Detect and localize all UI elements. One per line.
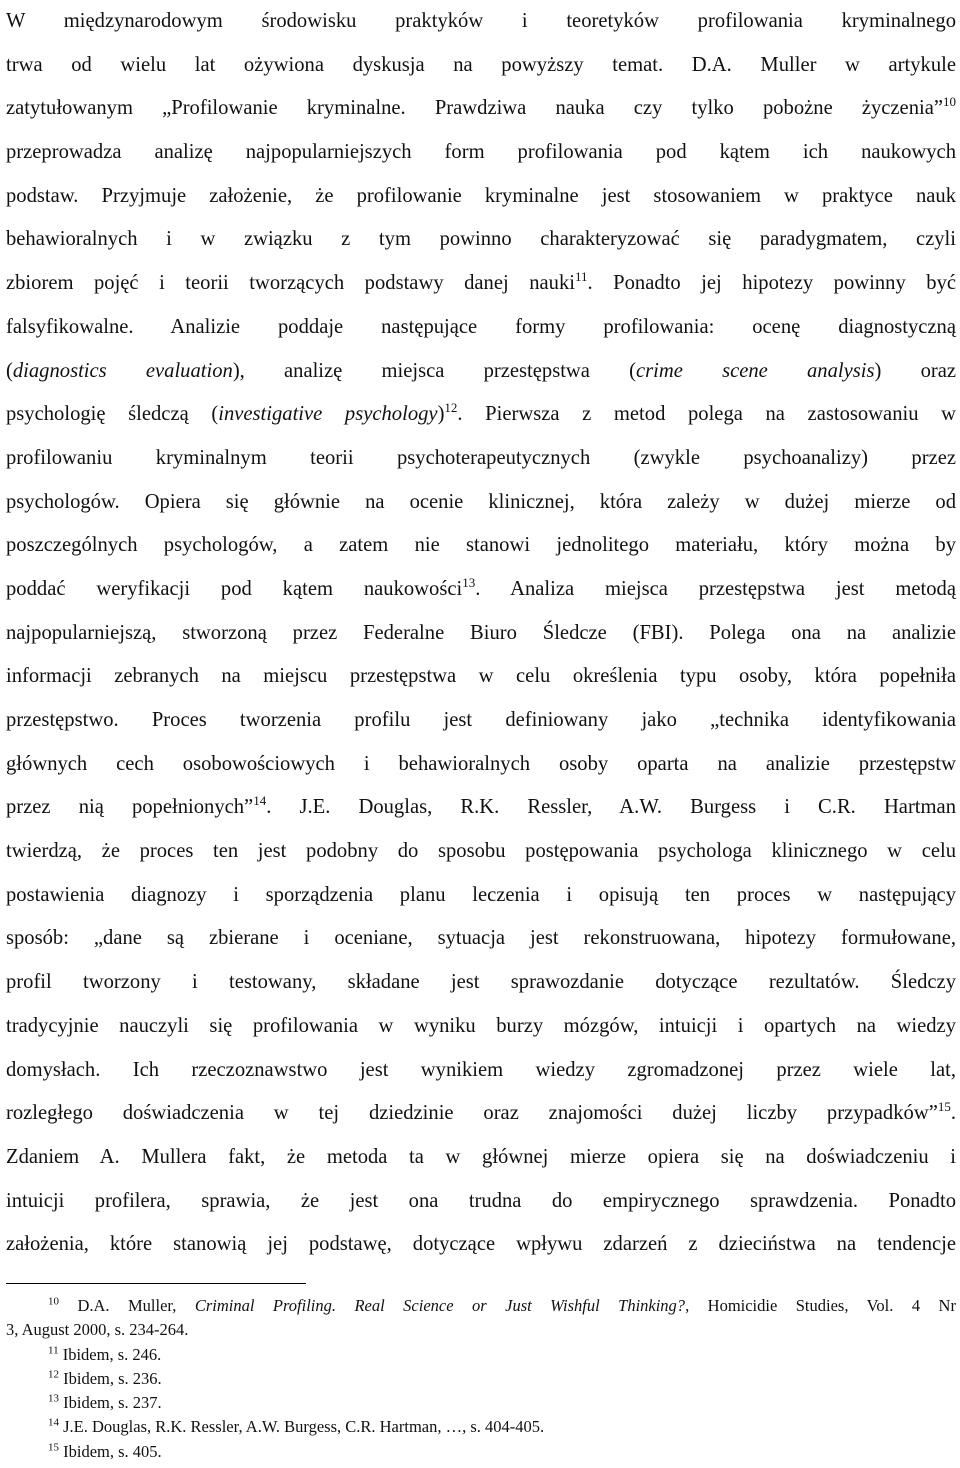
footnote-13 (6, 1391, 956, 1415)
text-line: sposób: „dane są zbierane i oceniane, sytuacja jest rekonstruowana, hipotezy formułowane, (6, 927, 956, 950)
text-line (6, 1092, 956, 1136)
text-fragment: zatytułowanym „Profilowanie kryminalne. Prawdziwa nauka czy tylko pobożne życzenia” (6, 97, 943, 120)
footnote-number: 10 (48, 1295, 59, 1308)
text-line: profilowaniu kryminalnym teorii psychoterapeutycznych (zwykle psychoanalizy) przez (6, 446, 956, 469)
text-line (6, 786, 956, 830)
footnote-12 (6, 1367, 956, 1391)
footnote-10 (6, 1294, 956, 1318)
text-fragment: . Pierwsza z metod polega na zastosowaniu w (457, 403, 956, 426)
footnote-ref[interactable]: 11 (574, 269, 588, 285)
text-line: domysłach. Ich rzeczoznawstwo jest wynikiem wiedzy zgromadzonej przez wiele lat, (6, 1058, 956, 1081)
text-line: przeprowadza analizę najpopularniejszych form profilowania pod kątem ich naukowych (6, 141, 956, 164)
footnote-number: 14 (48, 1416, 59, 1429)
text-line: tradycyjnie nauczyli się profilowania w wyniku burzy mózgów, intuicji i opartych na wiedzy (6, 1014, 956, 1037)
text-line: głównych cech osobowościowych i behawioralnych osoby oparta na analizie przestępstw (6, 752, 956, 775)
footnote-10-continuation: 3, August 2000, s. 234-264. (6, 1320, 189, 1340)
footnote-text: Ibidem, s. 237. (59, 1393, 162, 1413)
text-fragment: . J.E. Douglas, R.K. Ressler, A.W. Burgess i C.R. Hartman (266, 796, 956, 819)
footnote-text: , Homicidie Studies, Vol. 4 Nr (685, 1296, 956, 1315)
italic-term: investigative psychology (218, 403, 438, 426)
text-fragment: poddać weryfikacji pod kątem naukowości (6, 577, 463, 600)
footnote-text: Ibidem, s. 405. (59, 1441, 162, 1461)
body-paragraph (6, 0, 956, 1267)
text-line (6, 262, 956, 306)
footnote-14 (6, 1415, 956, 1439)
text-fragment: ), analizę miejsca przestępstwa ( (232, 359, 636, 382)
text-line (6, 393, 956, 437)
text-fragment: przez nią popełnionych” (6, 796, 254, 819)
footnotes-section (6, 1294, 956, 1464)
text-line: intuicji profilera, sprawia, że jest ona trudna do empirycznego sprawdzenia. Ponadto (6, 1189, 956, 1212)
text-line: profil tworzony i testowany, składane jest sprawozdanie dotyczące rezultatów. Śledczy (6, 971, 956, 994)
text-line: trwa od wielu lat ożywiona dyskusja na powyższy temat. D.A. Muller w artykule (6, 53, 956, 76)
text-fragment: ) oraz (874, 359, 957, 382)
text-line: W międzynarodowym środowisku praktyków i teoretyków profilowania kryminalnego (6, 10, 956, 32)
footnote-title: Criminal Profiling. Real Science or Just Wishful Thinking? (194, 1296, 686, 1315)
text-fragment: rozległego doświadczenia w tej dziedzinie oraz znajomości dużej liczby przypadków” (6, 1102, 938, 1125)
text-line: podstaw. Przyjmuje założenie, że profilowanie kryminalne jest stosowaniem w praktyce nauk (6, 184, 956, 207)
footnote-text: Ibidem, s. 246. (58, 1344, 162, 1364)
text-line: najpopularniejszą, stworzoną przez Federalne Biuro Śledcze (FBI). Polega ona na analizie (6, 621, 956, 644)
text-fragment: zbiorem pojęć i teorii tworzących podstawy danej nauki (6, 272, 575, 295)
footnote-divider (6, 1283, 306, 1284)
footnote-ref[interactable]: 10 (943, 94, 956, 110)
text-fragment: . Ponadto jej hipotezy powinny być (587, 272, 957, 295)
footnote-text: D.A. Muller, (59, 1296, 195, 1315)
footnote-number: 13 (48, 1392, 59, 1405)
text-line (6, 87, 956, 131)
footnote-11 (6, 1343, 956, 1367)
text-fragment: . (950, 1102, 956, 1125)
footnote-ref[interactable]: 15 (937, 1099, 951, 1115)
text-line: behawioralnych i w związku z tym powinno charakteryzować się paradygmatem, czyli (6, 228, 956, 251)
footnote-ref[interactable]: 14 (253, 793, 267, 809)
text-fragment: ) (437, 403, 445, 426)
footnote-number: 15 (48, 1441, 59, 1454)
text-line: postawienia diagnozy i sporządzenia planu leczenia i opisują ten proces w następujący (6, 883, 956, 906)
text-line: założenia, które stanowią jej podstawę, dotyczące wpływu zdarzeń z dzieciństwa na tendencje (6, 1233, 956, 1256)
italic-term: diagnostics evaluation (12, 359, 233, 382)
text-line (6, 568, 956, 612)
text-fragment: ( (6, 359, 13, 382)
text-line: psychologów. Opiera się głównie na ocenie klinicznej, która zależy w dużej mierze od (6, 490, 956, 513)
text-line: przestępstwo. Proces tworzenia profilu jest definiowany jako „technika identyfikowania (6, 709, 956, 731)
text-line: informacji zebranych na miejscu przestępstwa w celu określenia typu osoby, która popełniła (6, 665, 956, 688)
text-fragment: psychologię śledczą ( (6, 403, 219, 426)
footnote-text: Ibidem, s. 236. (59, 1368, 162, 1388)
text-line: poszczególnych psychologów, a zatem nie stanowi jednolitego materiału, który można by (6, 534, 956, 557)
footnote-number: 11 (48, 1344, 59, 1357)
footnote-15 (6, 1440, 956, 1464)
text-line: falsyfikowalne. Analizie poddaje następujące formy profilowania: ocenę diagnostyczną (6, 315, 956, 338)
footnote-text: J.E. Douglas, R.K. Ressler, A.W. Burgess, C.R. Hartman, …, s. 404-405. (59, 1417, 545, 1437)
text-line: Zdaniem A. Mullera fakt, że metoda ta w głównej mierze opiera się na doświadczeniu i (6, 1145, 956, 1168)
text-fragment: . Analiza miejsca przestępstwa jest metodą (475, 577, 956, 600)
footnote-number: 12 (48, 1368, 59, 1381)
document-page (6, 0, 957, 1461)
text-line (6, 350, 956, 394)
footnote-ref[interactable]: 13 (462, 575, 476, 591)
text-line: twierdzą, że proces ten jest podobny do sposobu postępowania psychologa klinicznego w celu (6, 840, 956, 863)
italic-term: crime scene analysis (636, 359, 875, 382)
footnote-ref[interactable]: 12 (444, 400, 458, 416)
